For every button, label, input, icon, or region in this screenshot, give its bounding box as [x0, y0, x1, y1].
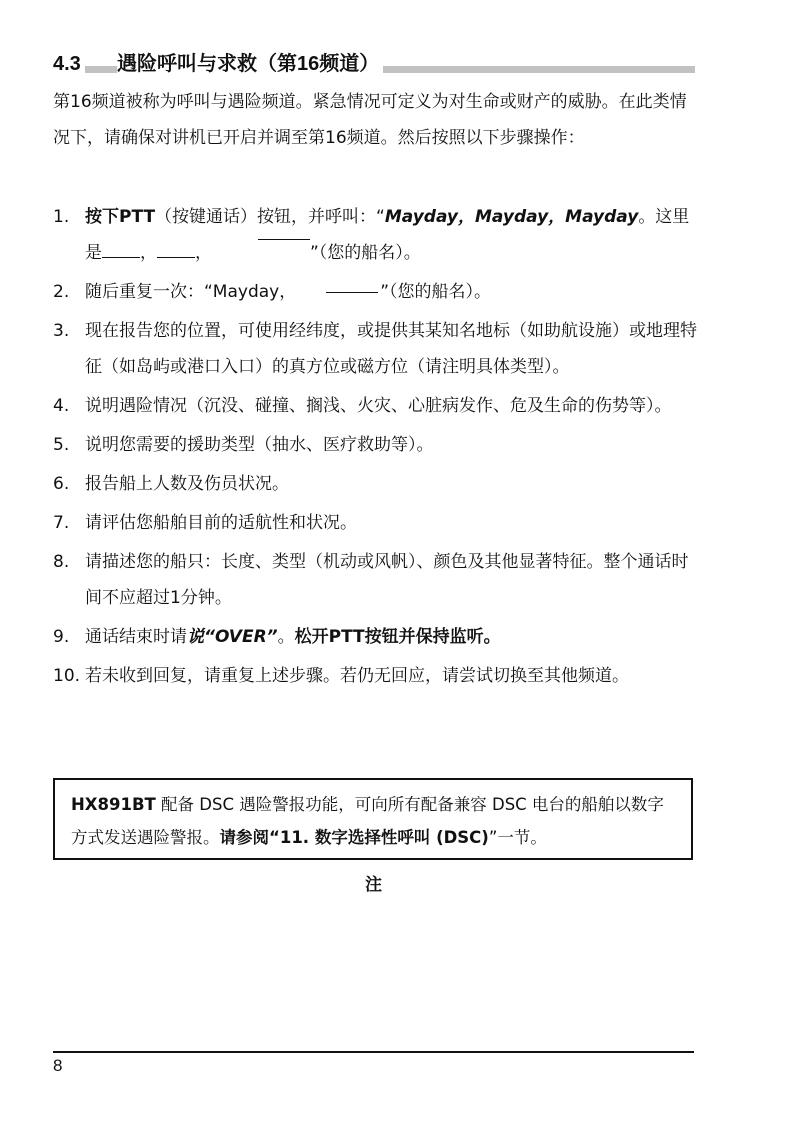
step-3 [53, 313, 698, 385]
step-text: 按钮并保持监听。 [364, 627, 501, 647]
footer-rule [53, 1051, 694, 1053]
separator: ， [195, 243, 212, 263]
step-number: 7. [53, 513, 70, 533]
step-7 [53, 505, 698, 541]
step-9 [53, 619, 698, 655]
step-2 [53, 274, 698, 310]
step-text: ”（您的船名）。 [310, 243, 421, 263]
step-number: 4. [53, 396, 70, 416]
step-6 [53, 466, 698, 502]
step-1 [53, 199, 698, 271]
note-reference: 请参阅“11. 数字选择性呼叫 (DSC) [219, 828, 489, 847]
fill-blank [157, 239, 195, 258]
step-text: 。 [277, 627, 295, 647]
step-text: 。这里是 [85, 207, 690, 263]
over-call: 说“OVER” [187, 627, 278, 647]
step-text: 请评估您船舶目前的适航性和状况。 [85, 513, 357, 533]
step-text: 若未收到回复，请重复上述步骤。若仍无回应，请尝试切换至其他频道。 [85, 666, 629, 686]
step-10 [53, 658, 698, 694]
step-text: ”（您的船名）。 [380, 282, 492, 302]
note-label: 注 [365, 875, 382, 895]
note-text: 配备 DSC 遇险警报功能，可向所有配备兼容 DSC 电台的船舶以数字方式发送遇险警报。 [71, 795, 664, 847]
fill-blank [258, 239, 310, 258]
page-number: 8 [53, 1056, 63, 1075]
step-text: 说明遇险情况（沉没、碰撞、搁浅、火灾、心脏病发作、危及生命的伤势等）。 [85, 396, 672, 416]
step-text: 现在报告您的位置，可使用经纬度，或提供其某知名地标（如助航设施）或地理特征（如岛屿或港口入口）的真方位或磁方位（请注明具体类型）。 [85, 321, 697, 377]
step-number: 9. [53, 627, 70, 647]
step-text: 报告船上人数及伤员状况。 [85, 474, 289, 494]
mayday-call: Mayday，Mayday，Mayday [384, 207, 639, 227]
fill-blank [102, 239, 140, 258]
step-number: 10. [53, 666, 81, 686]
step-text: 随后重复一次：“Mayday， [85, 282, 297, 302]
step-8 [53, 544, 698, 616]
step-4 [53, 388, 698, 424]
step-5 [53, 427, 698, 463]
fill-blank [326, 292, 378, 293]
step-emphasis: 松开PTT [294, 627, 365, 647]
intro-paragraph: 第16频道被称为呼叫与遇险频道。紧急情况可定义为对生命或财产的威胁。在此类情况下，请确保对讲机已开启并调至第16频道。然后按照以下步骤操作： [53, 92, 687, 148]
section-heading [53, 50, 695, 78]
step-number: 2. [53, 282, 70, 302]
model-name: HX891BT [71, 795, 156, 814]
note-box [53, 778, 693, 860]
step-emphasis: 按下PTT [85, 207, 156, 227]
step-number: 8. [53, 552, 70, 572]
step-number: 6. [53, 474, 70, 494]
separator: ， [140, 243, 157, 263]
step-text: 说明您需要的援助类型（抽水、医疗救助等）。 [85, 435, 434, 455]
step-number: 1. [53, 207, 70, 227]
step-number: 5. [53, 435, 70, 455]
step-text: 请描述您的船只：长度、类型（机动或风帆）、颜色及其他显著特征。整个通话时间不应超过1分钟。 [85, 552, 689, 608]
step-text: 通话结束时请 [85, 627, 187, 647]
note-text: ”一节。 [488, 828, 547, 847]
step-number: 3. [53, 321, 70, 341]
section-title: 遇险呼叫与求救（第16频道） [117, 50, 383, 78]
section-number: 4.3 [53, 50, 85, 78]
step-text: （按键通话）按钮，并呼叫：“ [155, 207, 385, 227]
steps-list [53, 199, 698, 697]
